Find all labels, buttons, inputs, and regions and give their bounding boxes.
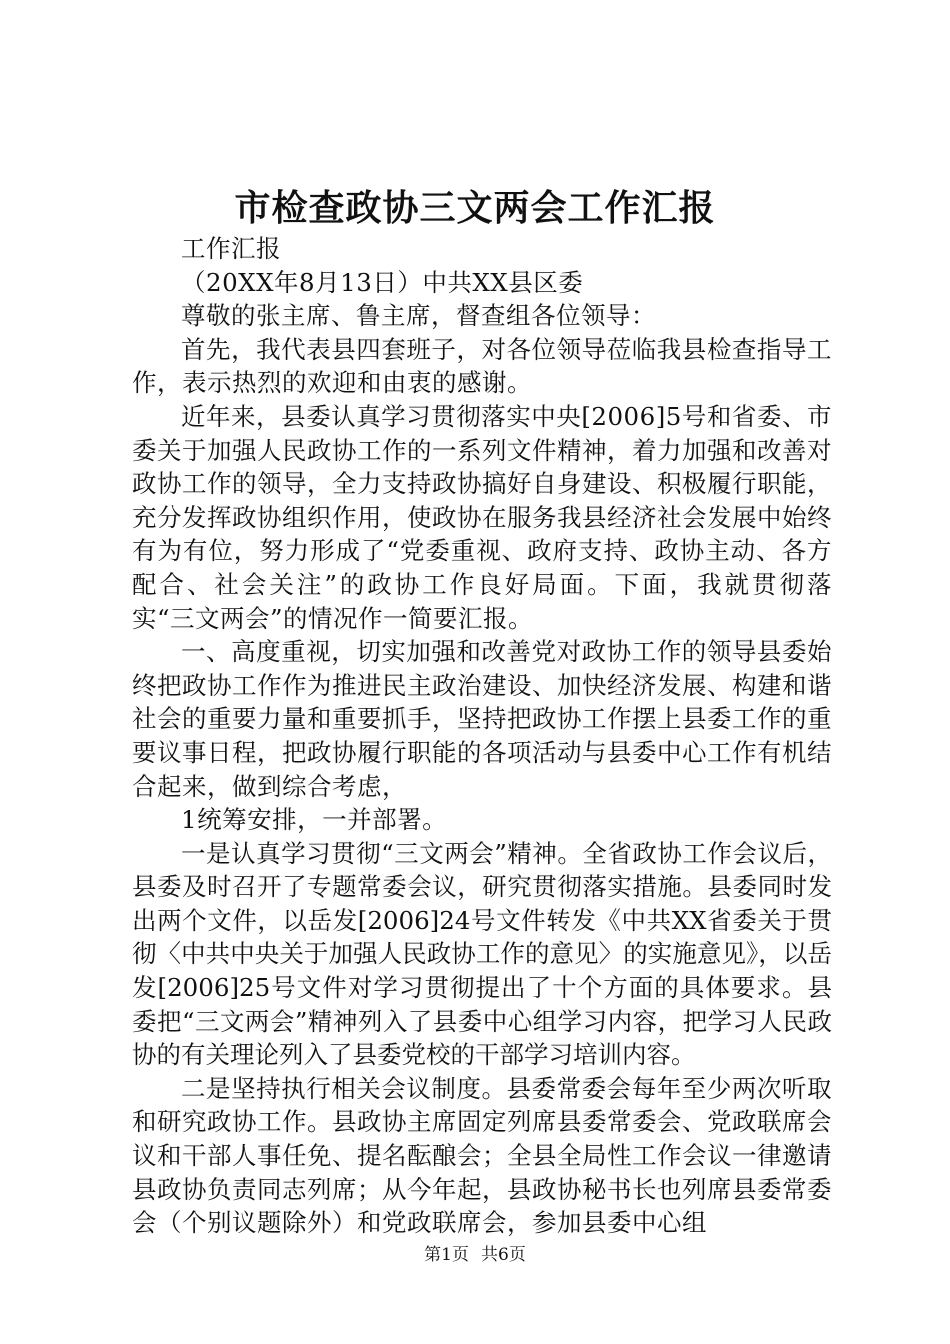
paragraph-point-one: 一是认真学习贯彻“三文两会”精神。全省政协工作会议后，县委及时召开了专题常委会议，研究贯彻落实措施。县委同时发出两个文件，以岳发[2006]24号文件转发《中共XX省委关于贯彻〈中共中央关于加强人民政协工作的意见〉的实施意见》，以岳发[2006]25号文件对学习贯彻提出了十个方面的具体要求。县委把“三文两会”精神列入了县委中心组学习内容，把学习人民政协的有关理论列入了县委党校的干部学习培训内容。 [132,838,832,1070]
paragraph-date: （20XX年8月13日）中共XX县区委 [181,267,584,297]
page-footer [0,1243,950,1267]
page-number: 第1页 [424,1245,469,1265]
paragraph-salutation: 尊敬的张主席、鲁主席，督查组各位领导： [181,301,656,331]
paragraph-opening: 首先，我代表县四套班子，对各位领导莅临我县检查指导工作，表示热烈的欢迎和由衷的感谢。 [132,334,832,398]
page-total: 共6页 [481,1245,526,1265]
document-title: 市检查政协三文两会工作汇报 [234,187,716,229]
paragraph-overview: 近年来，县委认真学习贯彻落实中央[2006]5号和省委、市委关于加强人民政协工作的一系列文件精神，着力加强和改善对政协工作的领导，全力支持政协搞好自身建设、积极履行职能，充分发挥政协组织作用，使政协在服务我县经济社会发展中始终有为有位，努力形成了“党委重视、政府支持、政协主动、各方配合、社会关注”的政协工作良好局面。下面，我就贯彻落实“三文两会”的情况作一简要汇报。 [132,401,832,633]
paragraph-heading: 工作汇报 [181,234,281,263]
paragraph-section-one: 一、高度重视，切实加强和改善党对政协工作的领导县委始终把政协工作作为推进民主政治建设、加快经济发展、构建和谐社会的重要力量和重要抓手，坚持把政协工作摆上县委工作的重要议事日程，把政协履行职能的各项活动与县委中心工作有机结合起来，做到综合考虑， [132,637,832,801]
paragraph-point-two: 二是坚持执行相关会议制度。县委常委会每年至少两次听取和研究政协工作。县政协主席固定列席县委常委会、党政联席会议和干部人事任免、提名酝酿会；全县全局性工作会议一律邀请县政协负责同志列席；从今年起，县政协秘书长也列席县委常委会（个别议题除外）和党政联席会，参加县委中心组 [132,1073,832,1238]
paragraph-arrangement: 1统筹安排，一并部署。 [181,805,448,835]
document-body [132,232,832,1240]
